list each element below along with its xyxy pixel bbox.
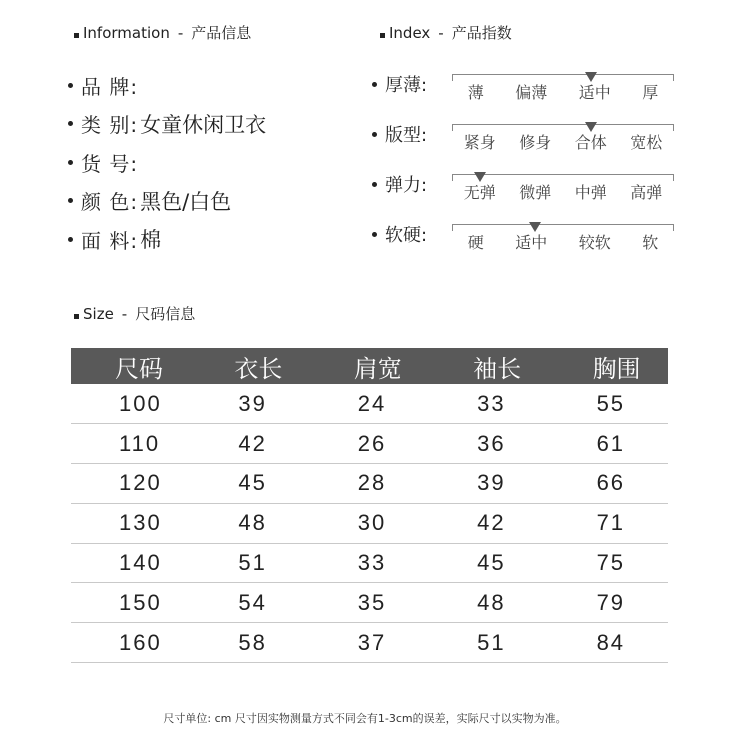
table-cell: 66 — [549, 464, 668, 504]
table-cell: 28 — [310, 464, 429, 504]
dot-bullet-icon — [372, 82, 377, 87]
table-cell: 39 — [190, 384, 309, 424]
size-table — [71, 348, 668, 663]
table-cell: 160 — [71, 623, 190, 663]
table-cell: 51 — [429, 623, 548, 663]
table-cell: 45 — [429, 543, 548, 583]
table-cell: 71 — [549, 503, 668, 543]
index-option: 紧身 — [463, 133, 496, 152]
dot-bullet-icon — [68, 160, 73, 165]
table-row — [71, 583, 668, 623]
index-heading — [380, 22, 512, 43]
column-header: 袖长 — [429, 348, 548, 384]
info-item-category — [68, 105, 266, 144]
index-option: 无弹 — [463, 183, 496, 202]
index-option: 软 — [642, 233, 659, 252]
table-cell: 110 — [71, 424, 190, 464]
information-heading — [74, 22, 251, 43]
index-option: 微弹 — [519, 183, 552, 202]
table-cell: 48 — [190, 503, 309, 543]
index-heading-en: Index — [389, 23, 431, 42]
square-bullet-icon — [74, 314, 79, 319]
table-cell: 75 — [549, 543, 668, 583]
index-name-text: 弹力: — [385, 175, 428, 196]
table-cell: 45 — [190, 464, 309, 504]
table-row — [71, 503, 668, 543]
index-option: 中弹 — [574, 183, 607, 202]
index-option: 合体 — [574, 133, 607, 152]
index-heading-cn: 产品指数 — [451, 24, 512, 42]
table-cell: 55 — [549, 384, 668, 424]
info-value: 黑色/白色 — [140, 189, 232, 214]
info-label: 颜 色: — [81, 190, 139, 215]
info-label: 货 号: — [81, 151, 139, 176]
index-option: 适中 — [578, 83, 611, 102]
index-name-text: 厚薄: — [385, 75, 428, 96]
index-name — [372, 71, 427, 97]
square-bullet-icon — [74, 33, 79, 38]
square-bullet-icon — [380, 33, 385, 38]
info-value: 女童休闲卫衣 — [140, 112, 267, 137]
index-option: 硬 — [467, 233, 484, 252]
table-cell: 35 — [310, 583, 429, 623]
table-cell: 33 — [310, 543, 429, 583]
table-row — [71, 543, 668, 583]
information-heading-cn: 产品信息 — [191, 24, 252, 42]
info-item-fabric — [68, 220, 266, 259]
table-cell: 58 — [190, 623, 309, 663]
index-options — [452, 180, 674, 203]
dot-bullet-icon — [68, 83, 73, 88]
info-label: 面 料: — [81, 228, 139, 253]
info-item-sku — [68, 143, 266, 182]
information-heading-dash: - — [177, 23, 184, 42]
dot-bullet-icon — [372, 232, 377, 237]
information-heading-en: Information — [83, 23, 170, 42]
index-heading-dash: - — [438, 23, 444, 42]
index-name-text: 软硬: — [385, 225, 428, 246]
column-header: 尺码 — [71, 348, 190, 384]
table-cell: 150 — [71, 583, 190, 623]
size-heading — [74, 303, 195, 324]
index-options — [452, 230, 674, 253]
index-option: 较软 — [578, 233, 611, 252]
table-row — [71, 464, 668, 504]
dot-bullet-icon — [68, 198, 73, 203]
column-header: 胸围 — [549, 348, 668, 384]
table-cell: 130 — [71, 503, 190, 543]
index-option: 宽松 — [630, 133, 663, 152]
index-option: 高弹 — [630, 183, 663, 202]
size-footnote: 尺寸单位: cm 尺寸因实物测量方式不同会有1-3cm的误差，实际尺寸以实物为准。 — [163, 712, 567, 725]
info-label: 类 别: — [81, 113, 139, 138]
table-row — [71, 424, 668, 464]
table-cell: 140 — [71, 543, 190, 583]
info-label: 品 牌: — [81, 74, 139, 99]
size-heading-cn: 尺码信息 — [135, 305, 196, 323]
index-option: 适中 — [515, 233, 548, 252]
size-heading-en: Size — [83, 304, 114, 323]
table-cell: 79 — [549, 583, 668, 623]
dot-bullet-icon — [372, 132, 377, 137]
index-name — [372, 221, 427, 247]
information-list — [68, 66, 266, 259]
index-name — [372, 171, 427, 197]
info-value: 棉 — [140, 228, 162, 253]
table-cell: 42 — [190, 424, 309, 464]
dot-bullet-icon — [68, 237, 73, 242]
size-table-header — [71, 348, 668, 384]
table-cell: 48 — [429, 583, 548, 623]
table-cell: 30 — [310, 503, 429, 543]
table-cell: 100 — [71, 384, 190, 424]
table-cell: 33 — [429, 384, 548, 424]
index-option: 修身 — [519, 133, 552, 152]
table-cell: 84 — [549, 623, 668, 663]
index-options — [452, 130, 674, 153]
index-name — [372, 121, 427, 147]
table-cell: 39 — [429, 464, 548, 504]
dot-bullet-icon — [68, 121, 73, 126]
info-item-color — [68, 182, 266, 221]
info-item-brand — [68, 66, 266, 105]
index-name-text: 版型: — [385, 125, 428, 146]
size-heading-dash: - — [121, 304, 128, 323]
index-options — [452, 80, 674, 103]
table-cell: 26 — [310, 424, 429, 464]
table-row — [71, 384, 668, 424]
table-cell: 37 — [310, 623, 429, 663]
table-cell: 24 — [310, 384, 429, 424]
table-cell: 54 — [190, 583, 309, 623]
table-cell: 42 — [429, 503, 548, 543]
index-option: 薄 — [467, 83, 484, 102]
dot-bullet-icon — [372, 182, 377, 187]
index-option: 偏薄 — [515, 83, 548, 102]
table-cell: 61 — [549, 424, 668, 464]
index-option: 厚 — [642, 83, 659, 102]
column-header: 肩宽 — [310, 348, 429, 384]
table-cell: 36 — [429, 424, 548, 464]
table-cell: 51 — [190, 543, 309, 583]
column-header: 衣长 — [190, 348, 309, 384]
table-row — [71, 623, 668, 663]
table-cell: 120 — [71, 464, 190, 504]
